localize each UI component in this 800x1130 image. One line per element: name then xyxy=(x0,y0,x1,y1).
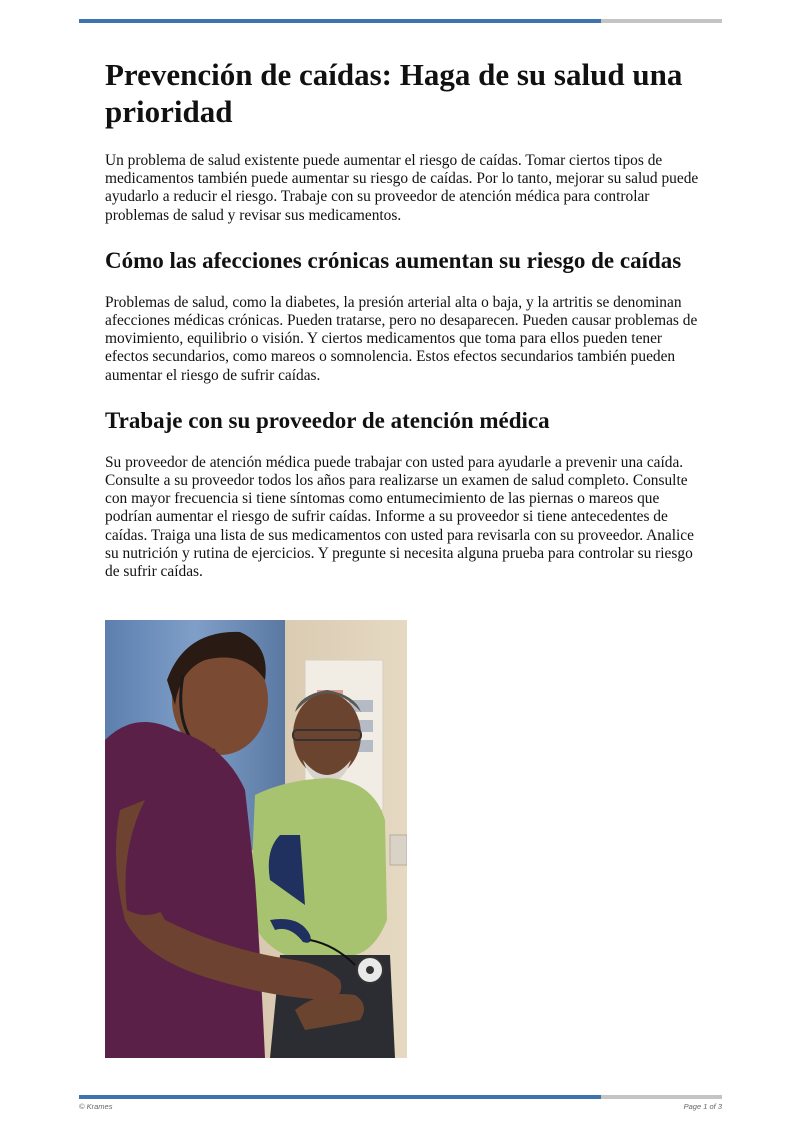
bottom-rule xyxy=(79,1095,722,1099)
top-rule xyxy=(79,19,722,23)
document-body xyxy=(105,56,705,581)
section-body-provider: Su proveedor de atención médica puede trabajar con usted para ayudarle a prevenir una caída. Consulte a su proveedor todos los años para realizarse un examen de salud completo. Consulte con mayor frecuencia si tiene síntomas como entumecimiento de las piernas o mareos que podrían aumentar el riesgo de sufrir caídas. Informe a su proveedor si tiene antecedentes de caídas. Traiga una lista de sus medicamentos con usted para revisarla con su proveedor. Analice su nutrición y rutina de ejercicios. Y pregunte si necesita alguna prueba para controlar su riesgo de sufrir caídas. xyxy=(105,453,694,581)
blood-pressure-photo xyxy=(105,620,407,1058)
top-rule-accent xyxy=(79,19,601,23)
bottom-rule-accent xyxy=(79,1095,601,1099)
top-rule-gray xyxy=(601,19,722,23)
footer-copyright: © Krames xyxy=(79,1102,113,1111)
footer-page-number: Page 1 of 3 xyxy=(683,1102,722,1111)
bottom-rule-gray xyxy=(601,1095,722,1099)
section-body-chronic: Problemas de salud, como la diabetes, la presión arterial alta o baja, y la artritis se denominan afecciones médicas crónicas. Pueden tratarse, pero no desaparecen. Pueden causar problemas de movimiento, equilibrio o visión. Y ciertos medicamentos que toma para ellos pueden tener efectos secundarios, como mareos o somnolencia. Estos efectos secundarios también pueden aumentar el riesgo de sufrir caídas. xyxy=(105,293,698,384)
intro-paragraph: Un problema de salud existente puede aumentar el riesgo de caídas. Tomar ciertos tipos de medicamentos también puede aumentar su riesgo de caídas. Por lo tanto, mejorar su salud puede ayudarlo a reducir el riesgo. Trabaje con su proveedor de atención médica para controlar problemas de salud y revisar sus medicamentos. xyxy=(105,152,699,224)
section-heading-chronic: Cómo las afecciones crónicas aumentan su riesgo de caídas xyxy=(105,247,682,273)
page-title: Prevención de caídas: Haga de su salud una prioridad xyxy=(105,57,683,129)
section-heading-provider: Trabaje con su proveedor de atención médica xyxy=(105,407,550,433)
